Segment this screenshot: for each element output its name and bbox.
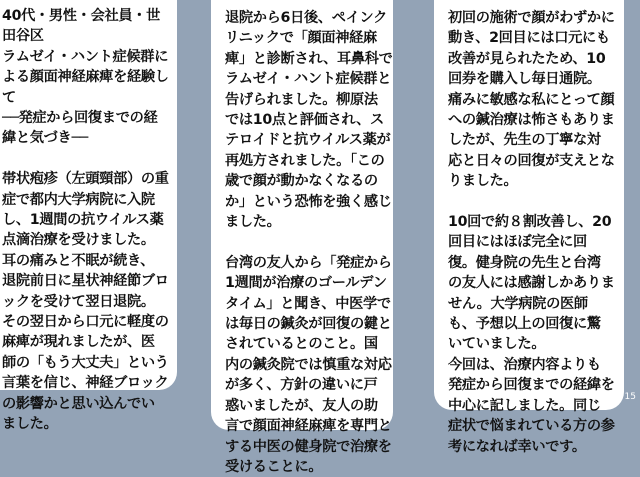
text-line: 麻痺が現れましたが、医 bbox=[2, 334, 155, 351]
text-line: 惑いましたが、友人の助 bbox=[225, 397, 378, 414]
text-line: 回目にはほぼ完全に回 bbox=[448, 234, 587, 251]
text-line: では10点と評価され、ス bbox=[225, 112, 384, 129]
text-line: 歳で顔が動かなくなるの bbox=[225, 173, 378, 190]
text-panel-right bbox=[434, 0, 624, 455]
text-line: ──発症から回復までの経 bbox=[2, 110, 158, 127]
text-line: 再処方されました。「この bbox=[225, 152, 385, 169]
text-line: テロイドと抗ウイルス薬が bbox=[225, 132, 391, 149]
text-line: 痺」と診断され、耳鼻科で bbox=[225, 50, 393, 67]
text-line: 台湾の友人から「発症から bbox=[225, 254, 392, 271]
text-line bbox=[448, 192, 620, 212]
text-line: て bbox=[2, 89, 16, 106]
text-line: 告げられました。柳原法 bbox=[225, 91, 378, 108]
text-line: したが、先生の丁寧な対 bbox=[448, 132, 601, 149]
text-line: 受けることに。 bbox=[225, 458, 323, 475]
text-line: 発症から回復までの経緯を bbox=[448, 377, 615, 394]
text-line: よる顔面神経麻痺を経験し bbox=[2, 69, 169, 86]
text-line: いていました。 bbox=[448, 336, 546, 353]
text-line: 1週間が治療のゴールデン bbox=[225, 275, 387, 292]
text-line bbox=[2, 149, 171, 169]
text-line: ックを受けて翌日退院。 bbox=[2, 293, 155, 310]
text-line: 帯状疱疹（左頭頸部）の重 bbox=[2, 171, 169, 188]
text-line: 緯と気づき── bbox=[2, 130, 88, 147]
text-line: 痛みに敏感な私にとって顔 bbox=[448, 91, 615, 108]
text-line: その翌日から口元に軽度の bbox=[2, 314, 169, 331]
text-line: 動き、2回目には口元にも bbox=[448, 30, 610, 47]
text-line: されているとのこと。国 bbox=[225, 336, 378, 353]
text-line: 症で都内大学病院に入院 bbox=[2, 191, 155, 208]
page-number: 15 bbox=[624, 392, 636, 402]
text-line: 改善が見られたため、10 bbox=[448, 50, 606, 67]
text-line: りました。 bbox=[448, 173, 518, 190]
text-line: の友人には感謝しかありま bbox=[448, 275, 615, 292]
text-line: が多く、方針の違いに戸 bbox=[225, 377, 378, 394]
text-line: 40代・男性・会社員・世 bbox=[2, 8, 161, 24]
text-line: 症状で悩まれている方の参 bbox=[448, 418, 615, 435]
text-line: への鍼治療は怖さもありま bbox=[448, 112, 615, 129]
text-line: ラムゼイ・ハント症候群に bbox=[2, 48, 169, 65]
text-line: 言葉を信じ、神経ブロック bbox=[2, 375, 169, 392]
text-line: ラムゼイ・ハント症候群と bbox=[225, 71, 392, 88]
text-line: し、1週間の抗ウイルス薬 bbox=[2, 212, 164, 229]
text-line: 初回の施術で顔がわずかに bbox=[448, 10, 615, 26]
text-panel-left bbox=[0, 0, 177, 433]
text-line: ました。 bbox=[2, 416, 58, 433]
text-line: 考になれば幸いです。 bbox=[448, 438, 586, 455]
text-line: ました。 bbox=[225, 214, 281, 231]
text-line: 復。健身院の先生と台湾 bbox=[448, 254, 601, 271]
text-line: 中心に記しました。同じ bbox=[448, 397, 601, 414]
text-line: 10回で約８割改善し、20 bbox=[448, 214, 612, 231]
text-line bbox=[225, 232, 389, 252]
text-line: 退院前日に星状神経節ブロ bbox=[2, 273, 169, 290]
text-line: タイム」と聞き、中医学で bbox=[225, 295, 391, 312]
text-line: 今回は、治療内容よりも bbox=[448, 356, 601, 373]
text-line: 師の「もう大丈夫」という bbox=[2, 354, 169, 371]
text-line: 言で顔面神経麻痺を専門と bbox=[225, 418, 392, 435]
text-line: 耳の痛みと不眠が続き、 bbox=[2, 252, 155, 269]
text-line: も、予想以上の回復に驚 bbox=[448, 316, 601, 333]
text-line: の影響かと思い込んでい bbox=[2, 395, 155, 412]
text-line: 田谷区 bbox=[2, 28, 44, 45]
text-line: は毎日の鍼灸が回復の鍵と bbox=[225, 316, 392, 333]
text-line: 回券を購入し毎日通院。 bbox=[448, 71, 601, 88]
text-line: リニックで「顔面神経麻 bbox=[225, 30, 377, 47]
text-line: 点滴治療を受けました。 bbox=[2, 232, 155, 249]
text-line: か」という恐怖を強く感じ bbox=[225, 193, 392, 210]
text-panel-middle bbox=[211, 0, 393, 475]
text-line: 退院から6日後、ペインク bbox=[225, 10, 388, 26]
text-line: 内の鍼灸院では慎重な対応 bbox=[225, 356, 392, 373]
text-line: せん。大学病院の医師 bbox=[448, 295, 588, 312]
text-line: 応と日々の回復が支えとな bbox=[448, 152, 615, 169]
text-line: する中医の健身院で治療を bbox=[225, 438, 392, 455]
